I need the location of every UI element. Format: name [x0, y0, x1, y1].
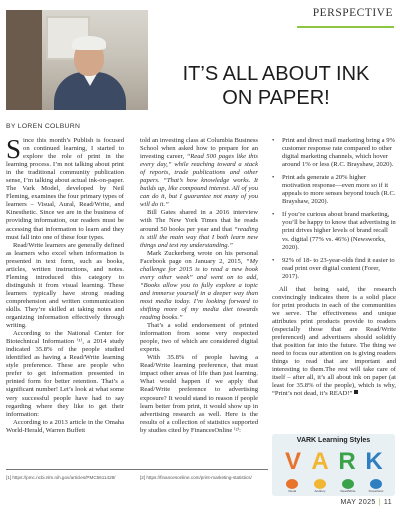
- drop-cap: S: [6, 134, 22, 164]
- list-item: [272, 211, 396, 251]
- footnote-rule: [6, 469, 268, 470]
- paragraph: With 35.8% of people having a Read/Write learning preference, that must impact other areas of life than just learning. What would happen if we apply that Read/Write preference to advertising exposure? It would stand to reason if people learn better from print, it would show up in advertising research as well. Here is the results of a collection of statistics supported by studies cited by FinancesOnline ⁽²⁾:: [140, 354, 258, 434]
- list-item-text: 92% of 18- to 23-year-olds find it easier to read print over digital content (Forer, 2017).: [282, 256, 395, 280]
- vark-title: VARK Learning Styles: [296, 437, 371, 444]
- column-1: [6, 134, 124, 435]
- paragraph-text: told an investing class at Columbia Business School when asked how to prepare for an investing career,: [140, 137, 258, 161]
- vark-letters: [282, 448, 386, 476]
- list-item: [272, 257, 396, 281]
- vark-caption: Read/Write: [340, 489, 356, 493]
- bullet-icon: •: [272, 174, 275, 182]
- ear-icon: [314, 479, 326, 489]
- column-3: [272, 137, 396, 398]
- title-line-1: IT’S ALL ABOUT INK: [182, 63, 370, 85]
- bullet-icon: •: [272, 256, 275, 264]
- list-item-text: Print and direct mail marketing bring a 9% customer response rate compared to other digital marketing channels, which hover around 1% or less (R.C. Brayshaw, 2020).: [282, 137, 395, 169]
- byline: BY LOREN COLBURN: [6, 123, 81, 130]
- vark-letter-v: V: [284, 448, 301, 475]
- article-title: [160, 62, 392, 110]
- folio-separator: |: [378, 499, 381, 506]
- paragraph-text: All that being said, the research convincingly indicates there is a solid place for print products in each of the communities we serve. The effectiveness and unique attributes print products provide to readers (especially those that are Read/Write preferenced) and advertisers should solidify that position far into the future. The thing we need to focus our attention on is giving readers things to read that are important and interesting to them.The rest will take care of itself – after all, it’s all about ink on paper (at least for 35.8% of the people), which is why, “Print’s not dead, it’s READ!”: [272, 285, 396, 398]
- paragraph: [6, 134, 124, 242]
- paragraph: According to the National Center for Biotechnical Information ⁽¹⁾, a 2014 study indicated 35.8% of the people studied identified as having a Read/Write learning style preference. These are people who prefer to get information presented in printed form for better retention. That’s a significant number! Let’s look at what some very successful people have had to say regarding where they like to get their information:: [6, 330, 124, 418]
- end-mark-icon: [354, 390, 358, 394]
- vark-caption: Kinesthetic: [368, 489, 384, 493]
- paragraph: According to a 2013 article in the Omaha World-Herald, Warren Buffett: [6, 418, 124, 434]
- bullet-icon: •: [272, 211, 275, 219]
- column-2: [140, 137, 258, 435]
- page-folio: [340, 499, 392, 506]
- list-item: [272, 174, 396, 206]
- footnote-1: [1] https://pmc.ncbi.nlm.nih.gov/articles/PMC5611428/: [6, 475, 116, 480]
- eye-icon: [286, 479, 298, 489]
- issue-date: MAY 2025: [340, 499, 376, 506]
- footnote-2: [2] https://financesonline.com/print-marketing-statistics/: [140, 475, 252, 480]
- bullet-icon: •: [272, 137, 275, 144]
- paragraph: [140, 137, 258, 209]
- buffett-quote: “Read 500 pages like this every day,” while reaching toward a stack of reports, trade publications and other papers. “That’s how knowledge works. It builds up, like compound interest. All of you can do it, but I guarantee not many of you will do it.”: [140, 153, 258, 209]
- section-label: PERSPECTIVE: [312, 7, 393, 19]
- vark-letter-r: R: [338, 448, 356, 475]
- author-photo: [6, 10, 148, 110]
- vark-graphic: [272, 434, 395, 496]
- book-icon: [342, 479, 354, 489]
- list-item: [272, 137, 396, 169]
- bookshelf: [6, 10, 42, 110]
- vark-icons: [278, 479, 390, 493]
- section-rule: [297, 26, 394, 28]
- vark-letter-a: A: [311, 448, 329, 475]
- paragraph: Read/Write learners are generally defined as learners who excel when information is presented in text form, such as books, articles, written instructions, and notes. Fleming introduced this category to distinguish it from visual learning. These learners typically have strong reading comprehension and written communication skills. They’re skilled at taking notes and organizing information effectively through writing.: [6, 241, 124, 330]
- paragraph: [272, 286, 396, 399]
- list-item-text: Print ads generate a 20% higher motivation response—even more so if it appeals to more senses beyond touch (R.C. Brayshaw, 2020).: [282, 174, 396, 206]
- vark-caption: Auditory: [314, 489, 326, 493]
- paragraph: [140, 250, 258, 322]
- hand-icon: [370, 479, 382, 489]
- paragraph: [140, 209, 258, 249]
- zuckerberg-quote: “My challenge for 2015 is to read a new book every other week” and went on to add, “Books allow you to fully explore a topic and immerse yourself in a deeper way than most media today. I’m looking forward to shifting more of my media diet towards reading books.”: [140, 257, 258, 322]
- paragraph-text: Bill Gates shared in a 2016 interview with The New York Times that he reads around 50 books per year and that: [140, 209, 258, 233]
- statistics-list: [272, 137, 396, 281]
- list-item-text: If you’re curious about brand marketing, you’ll be happy to know that advertising in print drives higher levels of brand recall vs. digital (77% vs. 46%) (Newsworks, 2020).: [282, 211, 396, 251]
- paragraph-text: Mark Zuckerberg wrote on his personal Facebook page on January 2, 2015,: [140, 249, 258, 265]
- gates-quote: “reading is still the main way that I both learn new things and test my understanding.”: [140, 225, 258, 249]
- paragraph: That’s a solid endorsement of printed information from some very respected people, two of which are considered digital experts.: [140, 322, 258, 354]
- paragraph-text: ince this month’s Publish is focused on continued learning, I started to explore the role of print in the learning process. I’m not talking about print in the traditional community publication sense, I’m talking about actual ink-on-paper. The Vark Model, developed by Neil Fleming, examines the four primary types of learners – Visual, Aural, Read/Write, and Kinesthetic. Since we are in the business of providing information, our readers must be accessing that information to learn and they must fall into one of these four types.: [6, 137, 124, 241]
- vark-caption: Visual: [287, 489, 297, 493]
- title-line-2: ON PAPER!: [222, 87, 330, 109]
- page-number: 11: [383, 499, 392, 506]
- vark-letter-k: K: [365, 448, 383, 475]
- author-hair: [72, 36, 106, 50]
